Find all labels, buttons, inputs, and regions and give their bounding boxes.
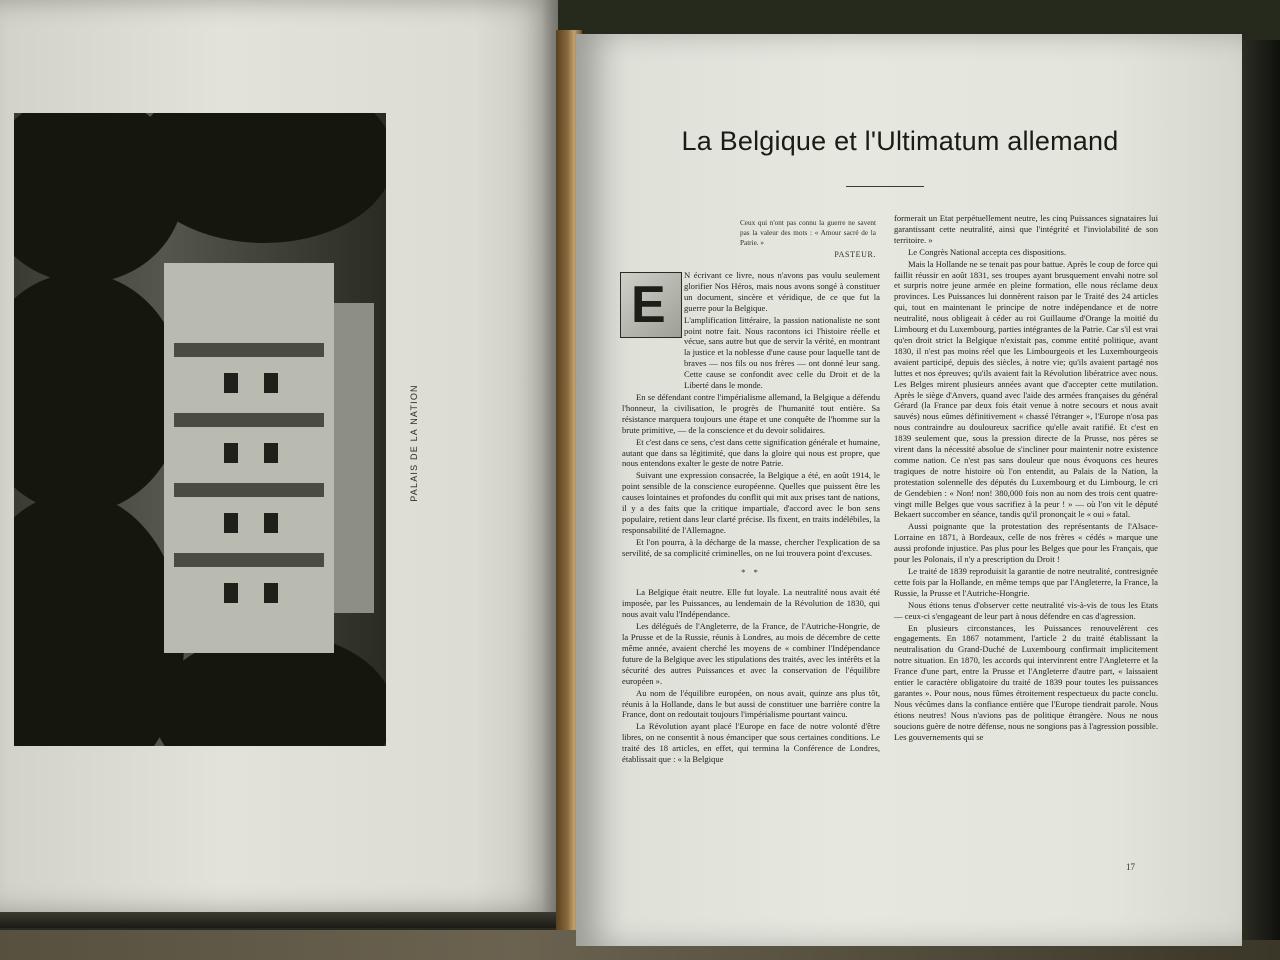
window: [264, 443, 278, 463]
paragraph: Mais la Hollande ne se tenait pas pour battue. Après le coup de force qui faillit réussir en août 1831, ses troupes ayant brusquement envahi notre sol et surpris notre jeune armée en pleine formation, elle nous réclame deux provinces. Les Puissances lui donnèrent raison par le Traité des 24 articles qui, tout en maintenant le principe de notre indépendance et de notre neutralité, nous obligeait à céder au roi Guillaume d'Orange la moitié du Limbourg et du Luxembourg, parties intégrantes de la Patrie. Car s'il est vrai qu'en droit strict la Belgique n'existait pas, comme entité politique, avant 1830, il n'est pas moins réel que les Limbourgeois et les Luxembourgeois avaient participé, depuis des siècles, à notre vie; qu'ils avaient partagé nos luttes et nos épreuves; qu'ils avaient fait la Révolution libératrice avec nous. Les Belges mirent plusieurs années avant que d'accepter cette mutilation. Après le siège d'Anvers, quand avec l'aide des armées françaises du général Gérard (la France par deux fois était venue à notre secours et nous avait sauvés) nous eûmes définitivement « chassé l'étranger », l'Europe n'osa pas nous contraindre au douloureux sacrifice qu'elle avait ratifié. Et c'est en 1839 seulement que, sous la pression directe de la Prusse, nos pères se virent dans la nécessité absolue de s'incliner pour maintenir notre existence comme nation. Ce n'est pas sans douleur que nous évoquons ces heures tragiques de notre histoire où l'on entendit, au Palais de la Nation, la protestation solennelle des députés du Luxembourg et du Limbourg, le cri de Gendebien : « Non! non! 380,000 fois non au nom des trois cent quatre-vingt mille Belges que vous sacrifiez à la peur ! » — où l'on vit le député Bekaert succomber en séance, tandis qu'il prononçait le « oui » fatal.: [894, 258, 1158, 520]
page-title: La Belgique et l'Ultimatum allemand: [681, 126, 1119, 156]
paragraph: Aussi poignante que la protestation des représentants de l'Alsace-Lorraine en 1871, à Bordeaux, celle de nos frères « cédés » marque une aussi profonde injustice. Pas plus pour les Belges que pour les Français, que pour les Polonais, il n'y a prescription du Droit !: [894, 521, 1158, 565]
paragraph: Au nom de l'équilibre européen, on nous avait, quinze ans plus tôt, réunis à la Hollande, dans le but aussi de constituer une barrière contre la France, dont on redoutait toujours l'impérialisme pourtant vaincu.: [622, 687, 880, 720]
drop-cap-letter: E: [631, 276, 666, 334]
colonnade: [174, 483, 324, 497]
plate-caption: [404, 384, 424, 508]
right-edge-shadow: [1242, 40, 1280, 940]
window: [264, 373, 278, 393]
palace-facade: [164, 263, 334, 653]
window: [224, 373, 238, 393]
paragraph: Suivant une expression consacrée, la Belgique a été, en août 1914, le point sensible de la conscience européenne. Quelles que puissent être les causes lointaines et profondes du conflit qui mit aux prises tant de nations, il y a des faits que la critique impartiale, d'accord avec le bon sens populaire, retient dans leur clarté précise. Ils fixent, en traits indélébiles, la responsabilité de l'Allemagne.: [622, 470, 880, 535]
drop-cap-illustration: [620, 272, 682, 338]
colonnade: [174, 413, 324, 427]
plate-caption-text: PALAIS DE LA NATION: [409, 384, 419, 502]
text-column-left: [622, 270, 880, 872]
paragraph: Les délégués de l'Angleterre, de la France, de l'Autriche-Hongrie, de la Prusse et de la Russie, réunis à Londres, au mois de décembre de cette même année, avaient cherché les moyens de « combiner l'Indépendance future de la Belgique avec les stipulations des traités, avec les intérêts et la sécurité des autres Puissances et avec la conservation de l'équilibre européen ».: [622, 621, 880, 686]
window: [224, 443, 238, 463]
paragraph: Le traité de 1839 reproduisit la garantie de notre neutralité, contresignée cette fois par la Hollande, en même temps que par l'Angleterre, la France, la Russie, la Prusse et l'Autriche-Hongrie.: [894, 566, 1158, 598]
colonnade: [174, 343, 324, 357]
epigraph-author: PASTEUR.: [834, 250, 876, 259]
window: [264, 583, 278, 603]
paragraph: En se défendant contre l'impérialisme allemand, la Belgique a défendu l'honneur, la civilisation, le progrès de l'humanité tout entière. Sa résistance marquera toujours une étape et une conquête de l'homme sur la brute primitive, — de la conscience et du devoir solidaires.: [622, 391, 880, 435]
palace-photo-plate: [14, 113, 386, 746]
paragraph: La Révolution ayant placé l'Europe en face de notre volonté d'être libres, on ne consentit à nous émanciper que sous certaines conditions. Le traité des 18 articles, en effet, qui termina la Conférence de Londres, établissait que : « la Belgique: [622, 721, 880, 765]
paragraph: N écrivant ce livre, nous n'avons pas voulu seulement glorifier Nos Héros, mais nous avons songé à constituer un document, sincère et véridique, de ce que fut la guerre pour la Belgique.: [684, 270, 880, 313]
paragraph: L'amplification littéraire, la passion nationaliste ne sont point notre fait. Nous racontons ici l'histoire réelle et vécue, sans autre but que de servir la vérité, en montrant la justice et la noblesse d'une cause pour laquelle tant de braves — nos fils ou nos frères — ont donné leur sang. Cette cause se confondit avec celle du Droit et de la Liberté dans le monde.: [684, 314, 880, 391]
epigraph: Ceux qui n'ont pas connu la guerre ne savent pas la valeur des mots : « Amour sacré de la Patrie. »: [740, 219, 876, 247]
page-number: 17: [1126, 862, 1135, 872]
text-column-right: [894, 213, 1158, 873]
paragraph: En plusieurs circonstances, les Puissances renouvelèrent ces engagements. En 1867 notamment, l'article 2 du traité établissant la neutralisation du Grand-Duché de Luxembourg confirmait implicitement notre situation. En 1870, les accords qui intervinrent entre l'Angleterre et la France d'une part, entre la Prusse et l'Angleterre d'autre part, « laissaient entier le caractère obligatoire du traité de 1839 pour toutes les puissances garantes ». Pour nous, nous fûmes étroitement respectueux du pacte conclu. Nous vécûmes dans la confiance entière que l'Europe tiendrait parole. Nous étions neutres! Nous n'avions pas de politique étrangère. Nous ne nous soucions guère de notre défense, nous ne songions pas à l'agression possible. Les gouvernements qui se: [894, 622, 1158, 742]
paragraph: Nous étions tenus d'observer cette neutralité vis-à-vis de tous les Etats — ceux-ci s'engageant de leur part à nous défendre en cas d'agression.: [894, 599, 1158, 621]
section-separator: * *: [741, 566, 761, 577]
window: [224, 513, 238, 533]
window: [224, 583, 238, 603]
palace-pediment: [334, 303, 374, 613]
paragraph: Et l'on pourra, à la décharge de la masse, chercher l'explication de sa servilité, de sa complicité criminelles, on ne lui trouvera point d'excuses.: [622, 536, 880, 558]
colonnade: [174, 553, 324, 567]
paragraph: Et c'est dans ce sens, c'est dans cette signification générale et humaine, autant que dans sa légitimité, que dans la gloire qui nous est propre, que nous entendons exalter le geste de notre Patrie.: [622, 436, 880, 469]
paragraph: formerait un Etat perpétuellement neutre, les cinq Puissances signataires lui garantissant cette neutralité, ainsi que l'intégrité et l'inviolabilité de son territoire. »: [894, 213, 1158, 245]
title-divider: [846, 186, 924, 187]
left-page-edge: [0, 912, 560, 928]
paragraph: La Belgique était neutre. Elle fut loyale. La neutralité nous avait été imposée, par les Puissances, au lendemain de la Révolution de 1830, qui nous avait valu l'Indépendance.: [622, 587, 880, 620]
window: [264, 513, 278, 533]
paragraph: Le Congrès National accepta ces dispositions.: [908, 246, 1066, 257]
